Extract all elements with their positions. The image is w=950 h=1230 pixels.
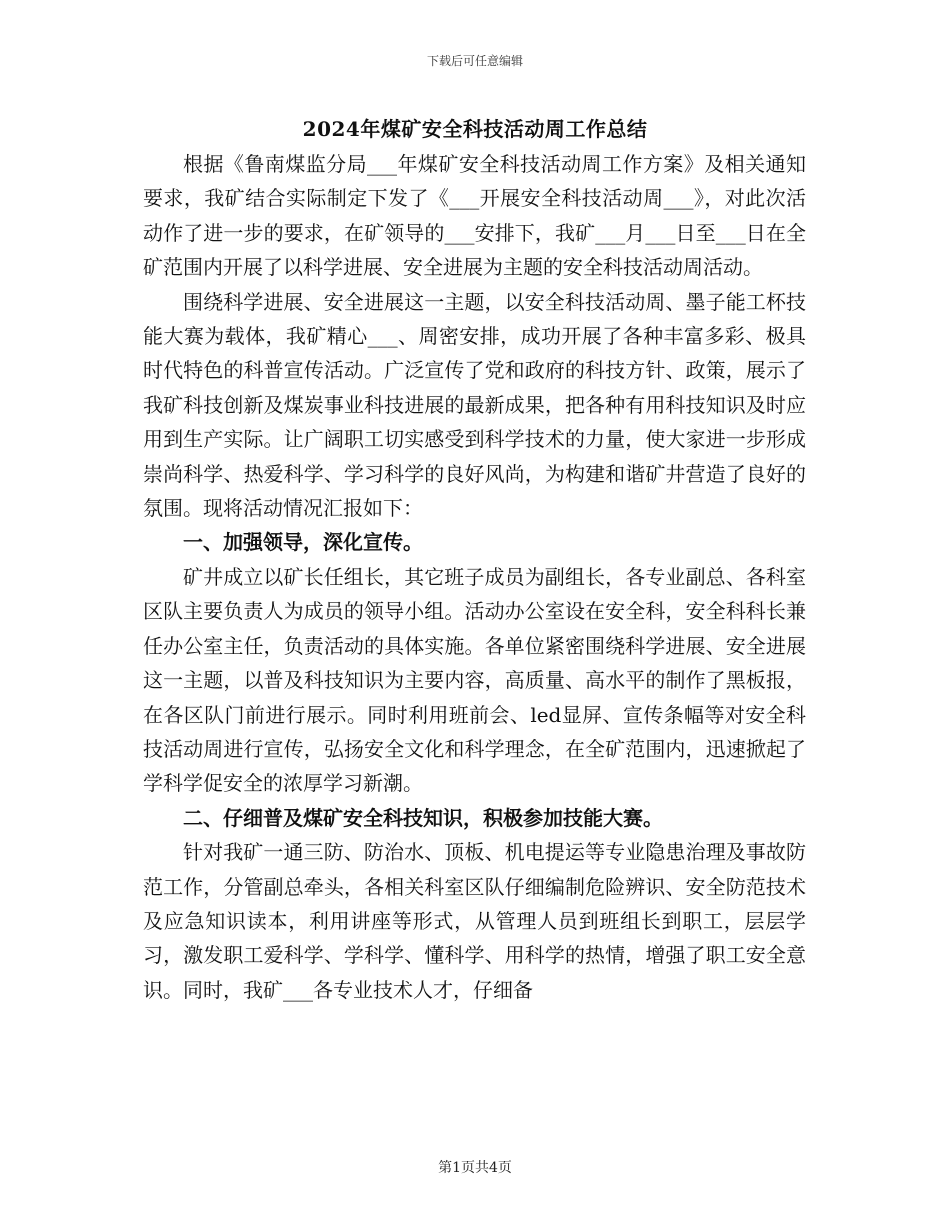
paragraph-overview: 围绕科学进展、安全进展这一主题，以安全科技活动周、墨子能工杯技能大赛为载体，我矿精心___、周密安排，成功开展了各种丰富多彩、极具时代特色的科普宣传活动。广泛宣传了党和政府的科技方针、政策，展示了我矿科技创新及煤炭事业科技进展的最新成果，把各种有用科技知识及时应用到生产实际。让广阔职工切实感受到科学技术的力量，使大家进一步形成崇尚科学、热爱科学、学习科学的良好风尚，为构建和谐矿井营造了良好的氛围。现将活动情况汇报如下：	[143, 289, 806, 521]
section-heading-1: 一、加强领导，深化宣传。	[183, 530, 423, 555]
paragraph-section-1: 矿井成立以矿长任组长，其它班子成员为副组长，各专业副总、各科室区队主要负责人为成员的领导小组。活动办公室设在安全科，安全科科长兼任办公室主任，负责活动的具体实施。各单位紧密围绕科学进展、安全进展这一主题，以普及科技知识为主要内容，高质量、高水平的制作了黑板报，在各区队门前进行展示。同时利用班前会、led显屏、宣传条幅等对安全科技活动周进行宣传，弘扬安全文化和科学理念，在全矿范围内，迅速掀起了学科学促安全的浓厚学习新潮。	[143, 564, 806, 796]
document-body	[143, 147, 806, 1007]
paragraph-section-2: 针对我矿一通三防、防治水、顶板、机电提运等专业隐患治理及事故防范工作，分管副总牵头，各相关科室区队仔细编制危险辨识、安全防范技术及应急知识读本，利用讲座等形式，从管理人员到班组长到职工，层层学习，激发职工爱科学、学科学、懂科学、用科学的热情，增强了职工安全意识。同时，我矿___各专业技术人才，仔细备	[143, 840, 806, 1002]
page-number: 第1页共4页	[438, 1160, 512, 1176]
section-heading-2: 二、仔细普及煤矿安全科技知识，积极参加技能大赛。	[183, 805, 663, 830]
paragraph-intro: 根据《鲁南煤监分局___年煤矿安全科技活动周工作方案》及相关通知要求，我矿结合实际制定下发了《___开展安全科技活动周___》，对此次活动作了进一步的要求，在矿领导的___安排下，我矿___月___日至___日在全矿范围内开展了以科学进展、安全进展为主题的安全科技活动周活动。	[143, 152, 806, 280]
page-header-note: 下载后可任意编辑	[426, 54, 523, 68]
document-title: 2024年煤矿安全科技活动周工作总结	[302, 117, 648, 141]
